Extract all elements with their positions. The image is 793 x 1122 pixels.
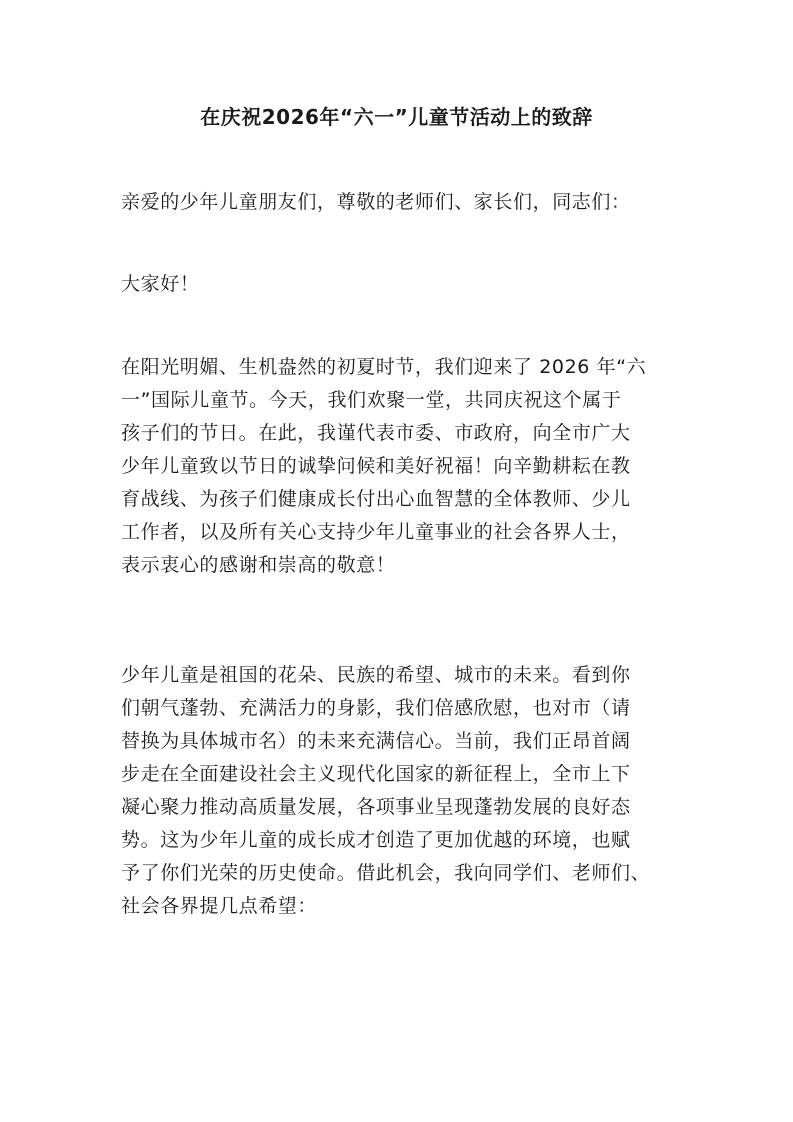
greeting-line: 大家好！ — [121, 273, 200, 295]
paragraph-line: 凝心聚力推动高质量发展，各项事业呈现蓬勃发展的良好态 — [121, 796, 631, 818]
paragraph-line: 们朝气蓬勃、充满活力的身影，我们倍感欣慰，也对市（请 — [121, 697, 631, 719]
paragraph-line: 少年儿童致以节日的诚挚问候和美好祝福！向辛勤耕耘在教 — [121, 455, 631, 477]
paragraph-line: 社会各界提几点希望： — [121, 895, 318, 917]
paragraph-line: 予了你们光荣的历史使命。借此机会，我向同学们、老师们、 — [121, 862, 651, 884]
salutation — [121, 186, 681, 219]
paragraph-line: 势。这为少年儿童的成长成才创造了更加优越的环境，也赋 — [121, 829, 631, 851]
paragraph-line: 表示衷心的感谢和崇高的敬意！ — [121, 554, 396, 576]
paragraph-line: 育战线、为孩子们健康成长付出心血智慧的全体教师、少儿 — [121, 488, 631, 510]
greeting — [121, 268, 681, 301]
paragraph-1 — [121, 351, 681, 582]
paragraph-line: 孩子们的节日。在此，我谨代表市委、市政府，向全市广大 — [121, 422, 631, 444]
salutation-line: 亲爱的少年儿童朋友们，尊敬的老师们、家长们，同志们： — [121, 191, 631, 213]
document-title: 在庆祝2026年“六一”儿童节活动上的致辞 — [200, 105, 593, 129]
paragraph-line: 工作者，以及所有关心支持少年儿童事业的社会各界人士， — [121, 521, 631, 543]
paragraph-2 — [121, 659, 681, 923]
paragraph-line: 替换为具体城市名）的未来充满信心。当前，我们正昂首阔 — [121, 730, 631, 752]
paragraph-line: 步走在全面建设社会主义现代化国家的新征程上，全市上下 — [121, 763, 631, 785]
paragraph-line: 一”国际儿童节。今天，我们欢聚一堂，共同庆祝这个属于 — [121, 389, 622, 411]
paragraph-line: 在阳光明媚、生机盎然的初夏时节，我们迎来了 2026 年“六 — [121, 356, 647, 378]
paragraph-line: 少年儿童是祖国的花朵、民族的希望、城市的未来。看到你 — [121, 664, 631, 686]
